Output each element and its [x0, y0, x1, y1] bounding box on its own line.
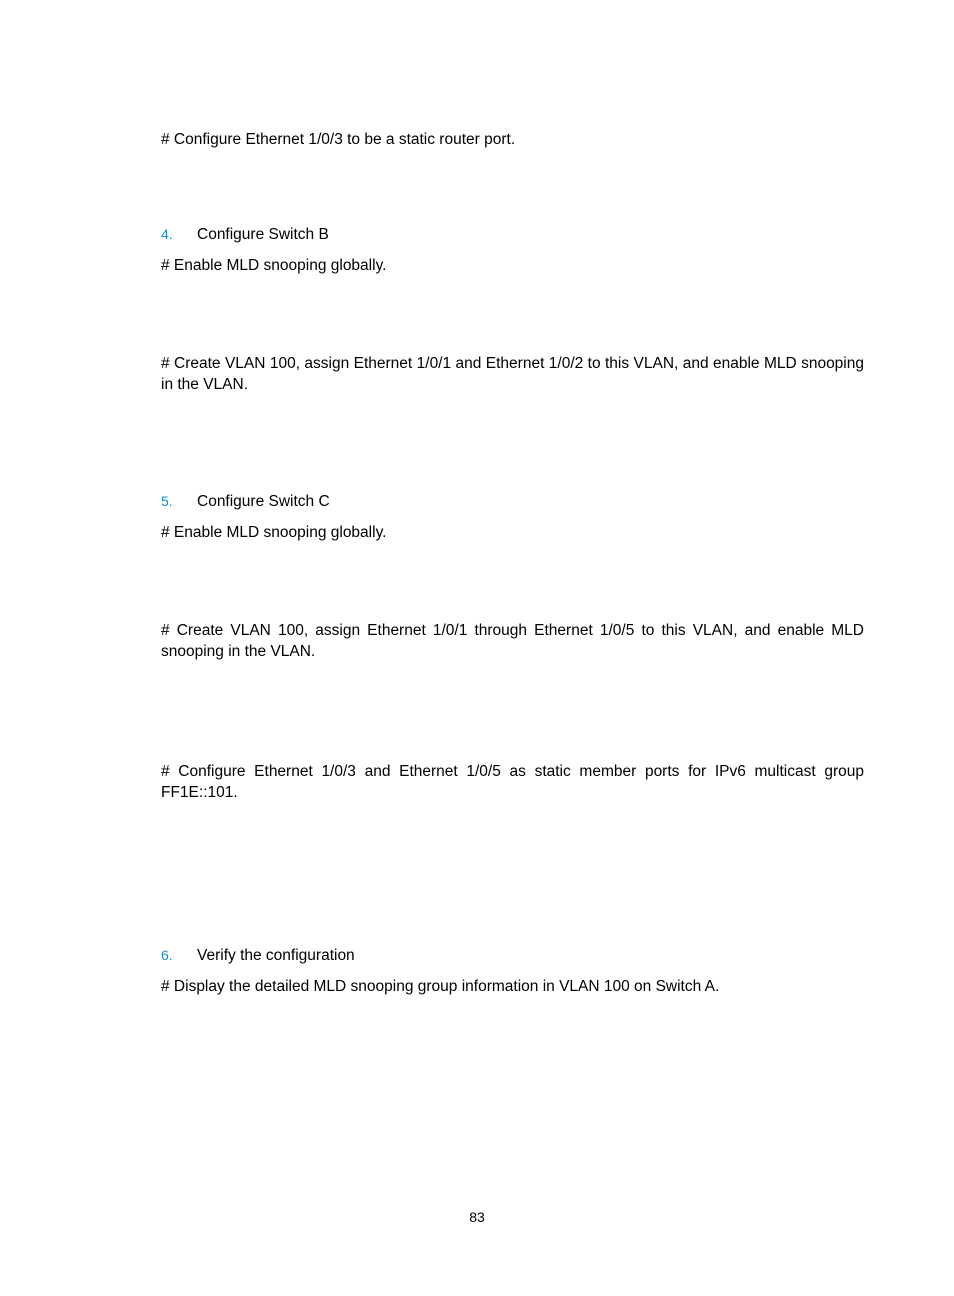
paragraph-create-vlan-b: # Create VLAN 100, assign Ethernet 1/0/1 and Ethernet 1/0/2 to this VLAN, and enable MLD snooping in the VLAN. [161, 355, 864, 393]
step-number: 4. [161, 226, 173, 242]
paragraph-enable-mld-c: # Enable MLD snooping globally. [161, 524, 387, 541]
step-number: 6. [161, 947, 173, 963]
step-label: Verify the configuration [197, 947, 355, 964]
page-number: 83 [469, 1209, 485, 1225]
paragraph-enable-mld-b: # Enable MLD snooping globally. [161, 257, 387, 274]
step-number: 5. [161, 493, 173, 509]
paragraph-static-member-ports: # Configure Ethernet 1/0/3 and Ethernet 1/0/5 as static member ports for IPv6 multicast group FF1E::101. [161, 763, 864, 801]
paragraph-display-group-info: # Display the detailed MLD snooping group information in VLAN 100 on Switch A. [161, 978, 720, 995]
step-label: Configure Switch B [197, 226, 329, 243]
paragraph-create-vlan-c: # Create VLAN 100, assign Ethernet 1/0/1 through Ethernet 1/0/5 to this VLAN, and enable MLD snooping in the VLAN. [161, 622, 864, 660]
paragraph-static-router-port: # Configure Ethernet 1/0/3 to be a static router port. [161, 131, 516, 148]
step-label: Configure Switch C [197, 493, 330, 510]
